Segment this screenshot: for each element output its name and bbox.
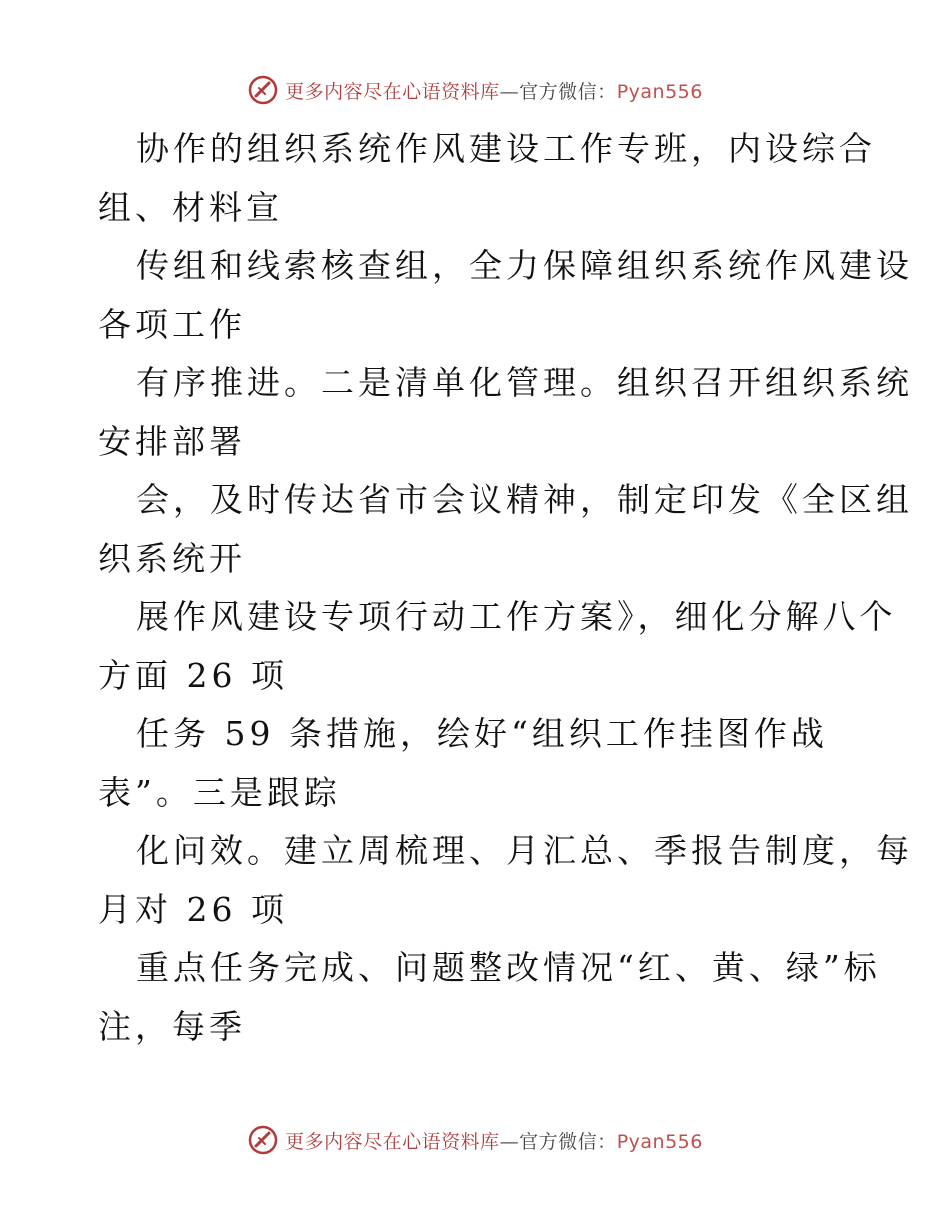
- body-line: 会，及时传达省市会议精神，制定印发《全区组: [136, 480, 913, 519]
- footer-wechat-label: 官方微信：: [519, 1130, 617, 1153]
- body-line: 安排部署: [98, 421, 246, 461]
- footer-banner: [0, 1120, 950, 1160]
- header-banner-label: [285, 77, 703, 104]
- body-line: 任务 59 条措施，绘好“组织工作挂图作战: [136, 714, 828, 753]
- body-line: 注，每季: [98, 1006, 246, 1046]
- body-line: 传组和线索核查组，全力保障组织系统作风建设: [136, 246, 913, 285]
- footer-banner-text: 更多内容尽在心语资料库: [285, 1130, 500, 1153]
- document-body: [98, 120, 913, 1056]
- footer-wechat-id: Pyan556: [616, 1130, 703, 1153]
- footer-banner-label: [285, 1127, 703, 1154]
- body-line: 各项工作: [98, 304, 246, 344]
- brand-logo-icon: [247, 1124, 279, 1156]
- header-wechat-id: Pyan556: [616, 80, 703, 103]
- body-line: 组、材料宣: [98, 187, 283, 227]
- footer-banner-separator: —: [499, 1130, 520, 1153]
- body-line: 协作的组织系统作风建设工作专班，内设综合: [136, 129, 876, 168]
- header-banner-separator: —: [499, 80, 520, 103]
- header-banner-text: 更多内容尽在心语资料库: [285, 80, 500, 103]
- body-line: 化问效。建立周梳理、月汇总、季报告制度，每: [136, 831, 913, 870]
- body-line: 有序推进。二是清单化管理。组织召开组织系统: [136, 363, 913, 402]
- body-line: 织系统开: [98, 538, 246, 578]
- header-wechat-label: 官方微信：: [519, 80, 617, 103]
- body-line: 表”。三是跟踪: [98, 772, 341, 812]
- header-banner: [0, 70, 950, 110]
- body-line: 月对 26 项: [98, 889, 288, 929]
- body-line: 展作风建设专项行动工作方案》，细化分解八个: [136, 597, 897, 636]
- brand-logo-icon: [247, 74, 279, 106]
- body-line: 方面 26 项: [98, 655, 288, 695]
- body-line: 重点任务完成、问题整改情况“红、黄、绿”标: [136, 948, 881, 987]
